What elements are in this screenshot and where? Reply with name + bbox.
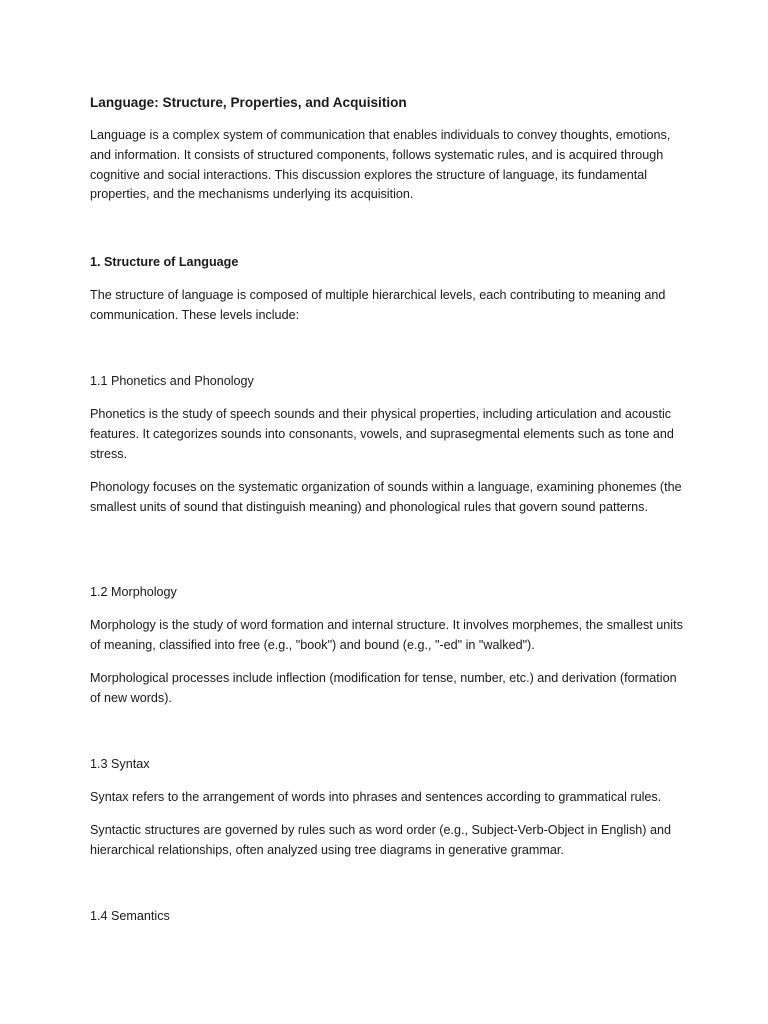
intro-paragraph: Language is a complex system of communication that enables individuals to convey thoughts, emotions, and information. It consists of structured components, follows systematic rules, and is acquired through cognitive and social interactions. This discussion explores the structure of language, its fundamental properties, and the mechanisms underlying its acquisition. [90,128,671,202]
morphology-paragraph-2: Morphological processes include inflection (modification for tense, number, etc.) and derivation (formation of new words). [90,671,677,705]
phonology-paragraph: Phonology focuses on the systematic organization of sounds within a language, examining phonemes (the smallest units of sound that distinguish meaning) and phonological rules that govern sound patterns. [90,480,682,514]
section-1-3-heading: 1.3 Syntax [90,757,150,771]
syntax-paragraph-1: Syntax refers to the arrangement of words into phrases and sentences according to grammatical rules. [90,790,662,804]
section-1-2-heading: 1.2 Morphology [90,585,177,599]
phonetics-paragraph: Phonetics is the study of speech sounds and their physical properties, including articulation and acoustic features. It categorizes sounds into consonants, vowels, and suprasegmental elements such as tone and stress. [90,407,674,461]
section-1-4-heading: 1.4 Semantics [90,909,170,923]
section-1-1-heading: 1.1 Phonetics and Phonology [90,374,254,388]
document-title: Language: Structure, Properties, and Acquisition [90,95,407,110]
section-1-intro: The structure of language is composed of multiple hierarchical levels, each contributing to meaning and communication. These levels include: [90,288,666,322]
morphology-paragraph-1: Morphology is the study of word formation and internal structure. It involves morphemes, the smallest units of meaning, classified into free (e.g., "book") and bound (e.g., "-ed" in "walked"). [90,618,683,652]
syntax-paragraph-2: Syntactic structures are governed by rules such as word order (e.g., Subject-Verb-Object in English) and hierarchical relationships, often analyzed using tree diagrams in generative grammar. [90,823,671,857]
section-1-heading: 1. Structure of Language [90,255,239,269]
